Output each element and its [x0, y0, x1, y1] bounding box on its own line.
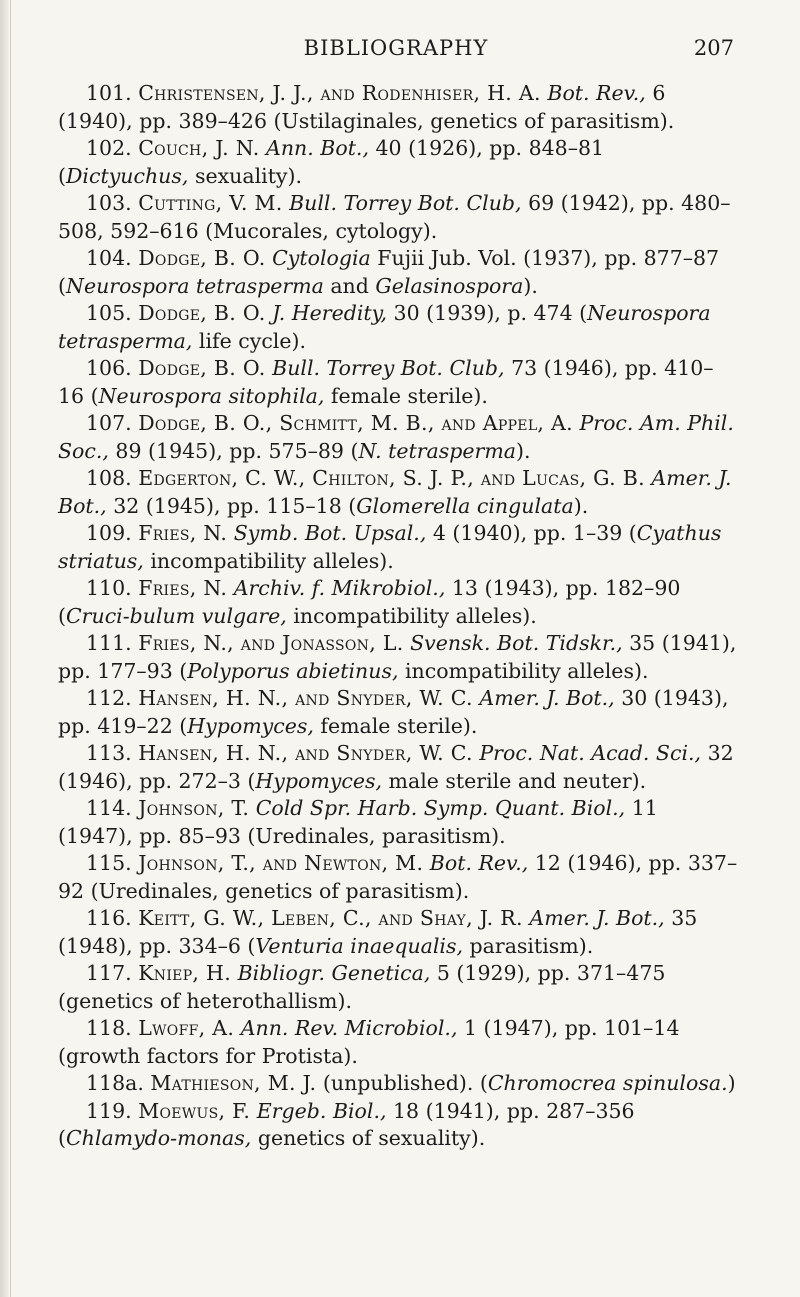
entry-number: 114. [86, 796, 132, 820]
entry-details: 4 (1940), pp. 1–39 ( [426, 521, 637, 545]
entry-journal: Bot. Rev., [429, 851, 529, 875]
page-number: 207 [693, 36, 734, 60]
bibliography-entry [58, 1098, 738, 1153]
entry-details: 12 (1946), pp. 337–92 (Uredinales, genetics of parasitism). [58, 851, 738, 903]
entry-details: 13 (1943), pp. 182–90 ( [58, 576, 681, 628]
entry-number: 112. [86, 686, 132, 710]
bibliography-entry [58, 520, 738, 575]
bibliography-entry [58, 795, 738, 850]
entry-authors: Fries, N., and Jonasson, L. [138, 631, 404, 655]
entry-journal: Bull. Torrey Bot. Club, [272, 356, 505, 380]
bibliography-entry [58, 410, 738, 465]
entry-details-end: genetics of sexuality). [251, 1126, 486, 1150]
entry-taxon: Dictyuchus, [66, 163, 189, 188]
entry-details: 32 (1945), pp. 115–18 ( [106, 493, 357, 518]
entry-details-end: life cycle). [192, 328, 307, 353]
entry-journal: Bibliogr. Genetica, [237, 961, 431, 985]
entry-taxon: Cruci-bulum vulgare, [66, 603, 287, 628]
bibliography-entry [58, 960, 738, 1015]
entry-number: 119. [86, 1098, 132, 1123]
entry-authors: Keitt, G. W., Leben, C., and Shay, J. R. [138, 906, 523, 930]
entry-authors: Cutting, V. M. [138, 191, 283, 215]
entry-details-end: sexuality). [188, 163, 303, 188]
entry-details: 32 (1946), pp. 272–3 ( [58, 741, 734, 793]
entry-details: 5 (1929), pp. 371–475 (genetics of heterothallism). [58, 961, 666, 1013]
entry-journal: Cytologia [272, 246, 371, 270]
entry-number: 118a. [86, 1071, 144, 1095]
entry-journal: Bot. Rev., [547, 81, 646, 105]
entry-authors: Johnson, T., and Newton, M. [138, 851, 424, 875]
entry-details-end: parasitism). [463, 933, 594, 958]
entry-authors: Couch, J. N. [138, 136, 260, 160]
entry-journal: Bull. Torrey Bot. Club, [289, 191, 522, 215]
entry-details-end: male sterile and neuter). [382, 768, 647, 793]
entry-taxon: Glomerella cingulata [356, 493, 574, 518]
entry-authors: Dodge, B. O. [138, 356, 266, 380]
bibliography-list [58, 80, 738, 1153]
entry-journal: Proc. Am. Phil. Soc., [58, 411, 734, 463]
entry-journal: Cold Spr. Harb. Symp. Quant. Biol., [255, 796, 626, 820]
entry-taxon-2: Gelasinospora [375, 273, 524, 298]
entry-journal: Amer. J. Bot., [58, 466, 732, 518]
entry-journal: Amer. J. Bot., [529, 906, 665, 930]
entry-taxon: Neurospora sitophila, [98, 383, 325, 408]
bibliography-entry [58, 685, 738, 740]
entry-taxon: Neurospora tetrasperma, [58, 301, 711, 353]
page-header [58, 36, 734, 70]
entry-authors: Christensen, J. J., and Rodenhiser, H. A. [138, 81, 541, 105]
entry-taxon: Neurospora tetrasperma [66, 273, 324, 298]
entry-number: 111. [86, 631, 132, 655]
entry-journal: Ergeb. Biol., [256, 1098, 387, 1123]
entry-details: 40 (1926), pp. 848–81 ( [58, 136, 605, 188]
entry-taxon: N. tetrasperma [358, 438, 517, 463]
entry-authors: Dodge, B. O., Schmitt, M. B., and Appel, A. [138, 411, 573, 435]
entry-journal: J. Heredity, [272, 301, 388, 325]
entry-details-end: incompatibility alleles). [398, 658, 649, 683]
bibliography-entry [58, 80, 738, 135]
entry-journal: Amer. J. Bot., [479, 686, 615, 710]
entry-journal: Ann. Rev. Microbiol., [240, 1016, 458, 1040]
entry-journal: Archiv. f. Mikrobiol., [233, 576, 446, 600]
entry-number: 101. [86, 81, 132, 105]
entry-number: 107. [86, 411, 132, 435]
bibliography-entry [58, 300, 738, 355]
entry-journal: Symb. Bot. Upsal., [233, 521, 427, 545]
entry-journal: Svensk. Bot. Tidskr., [410, 631, 623, 655]
entry-taxon: Hypomyces, [255, 768, 383, 793]
bibliography-entry [58, 355, 738, 410]
entry-number: 116. [86, 906, 132, 930]
entry-details: 18 (1941), pp. 287–356 ( [58, 1098, 635, 1150]
entry-number: 105. [86, 301, 132, 325]
entry-journal: Proc. Nat. Acad. Sci., [479, 741, 702, 765]
entry-number: 110. [86, 576, 132, 600]
entry-authors: Mathieson, M. J. [150, 1071, 317, 1095]
entry-taxon: Chlamydo-monas, [66, 1126, 252, 1150]
entry-details: 69 (1942), pp. 480–508, 592–616 (Mucorales, cytology). [58, 191, 731, 243]
entry-details-end: ). [573, 493, 589, 518]
bibliography-entry [58, 465, 738, 520]
page-edge-line [10, 0, 11, 1297]
entry-details: 6 (1940), pp. 389–426 (Ustilaginales, genetics of parasitism). [58, 81, 675, 133]
entry-number: 108. [86, 466, 132, 490]
entry-number: 118. [86, 1016, 132, 1040]
entry-details: 89 (1945), pp. 575–89 ( [108, 438, 359, 463]
entry-authors: Fries, N. [138, 576, 228, 600]
entry-details-end: incompatibility alleles). [143, 548, 394, 573]
entry-taxon: Hypomyces, [187, 713, 314, 738]
entry-number: 103. [86, 191, 132, 215]
entry-details-end: ) [727, 1071, 736, 1095]
entry-authors: Dodge, B. O. [138, 246, 266, 270]
bibliography-entry [58, 575, 738, 630]
entry-number: 115. [86, 851, 132, 875]
entry-taxon: Chromocrea spinulosa. [487, 1071, 728, 1095]
entry-details-end: ). [516, 438, 531, 463]
entry-details: Fujii Jub. Vol. (1937), pp. 877–87 ( [58, 246, 720, 298]
entry-taxon: Cyathus striatus, [58, 521, 722, 573]
entry-number: 117. [86, 961, 132, 985]
entry-number: 113. [86, 741, 132, 765]
entry-details: 30 (1939), p. 474 ( [387, 301, 588, 325]
bibliography-entry [58, 245, 738, 300]
entry-authors: Lwoff, A. [138, 1016, 235, 1040]
entry-authors: Hansen, H. N., and Snyder, W. C. [138, 741, 473, 765]
entry-taxon: Venturia inaequalis, [255, 933, 464, 958]
entry-authors: Edgerton, C. W., Chilton, S. J. P., and Lucas, G. B. [138, 466, 645, 490]
entry-number: 109. [86, 521, 132, 545]
entry-authors: Moewus, F. [138, 1098, 251, 1123]
entry-details: 35 (1941), pp. 177–93 ( [58, 631, 737, 683]
entry-details-end: ). [523, 273, 538, 298]
entry-authors: Hansen, H. N., and Snyder, W. C. [138, 686, 473, 710]
entry-details-mid: and [323, 273, 376, 298]
entry-number: 104. [86, 246, 132, 270]
entry-taxon: Polyporus abietinus, [187, 658, 399, 683]
entry-authors: Dodge, B. O. [138, 301, 266, 325]
entry-authors: Johnson, T. [138, 796, 250, 820]
entry-journal: Ann. Bot., [266, 136, 369, 160]
bibliography-entry [58, 135, 738, 190]
bibliography-entry [58, 1015, 738, 1070]
entry-details: (unpublished). ( [316, 1071, 488, 1095]
entry-authors: Kniep, H. [138, 961, 232, 985]
bibliography-entry [58, 850, 738, 905]
bibliography-entry [58, 1070, 738, 1098]
bibliography-entry [58, 740, 738, 795]
entry-details: 1 (1947), pp. 101–14 (growth factors for Protista). [58, 1016, 680, 1068]
entry-details-end: female sterile). [324, 383, 488, 408]
entry-details: 11 (1947), pp. 85–93 (Uredinales, parasitism). [58, 796, 658, 848]
entry-details: 73 (1946), pp. 410–16 ( [58, 356, 714, 408]
running-title: BIBLIOGRAPHY [303, 36, 489, 60]
page-binding-edge [0, 0, 9, 1297]
entry-authors: Fries, N. [138, 521, 228, 545]
entry-details: 30 (1943), pp. 419–22 ( [58, 686, 729, 738]
entry-number: 102. [86, 136, 132, 160]
bibliography-entry [58, 905, 738, 960]
entry-details: 35 (1948), pp. 334–6 ( [58, 906, 698, 958]
bibliography-entry [58, 190, 738, 245]
entry-details-end: incompatibility alleles). [286, 603, 537, 628]
entry-number: 106. [86, 356, 132, 380]
bibliography-entry [58, 630, 738, 685]
entry-details-end: female sterile). [313, 713, 478, 738]
